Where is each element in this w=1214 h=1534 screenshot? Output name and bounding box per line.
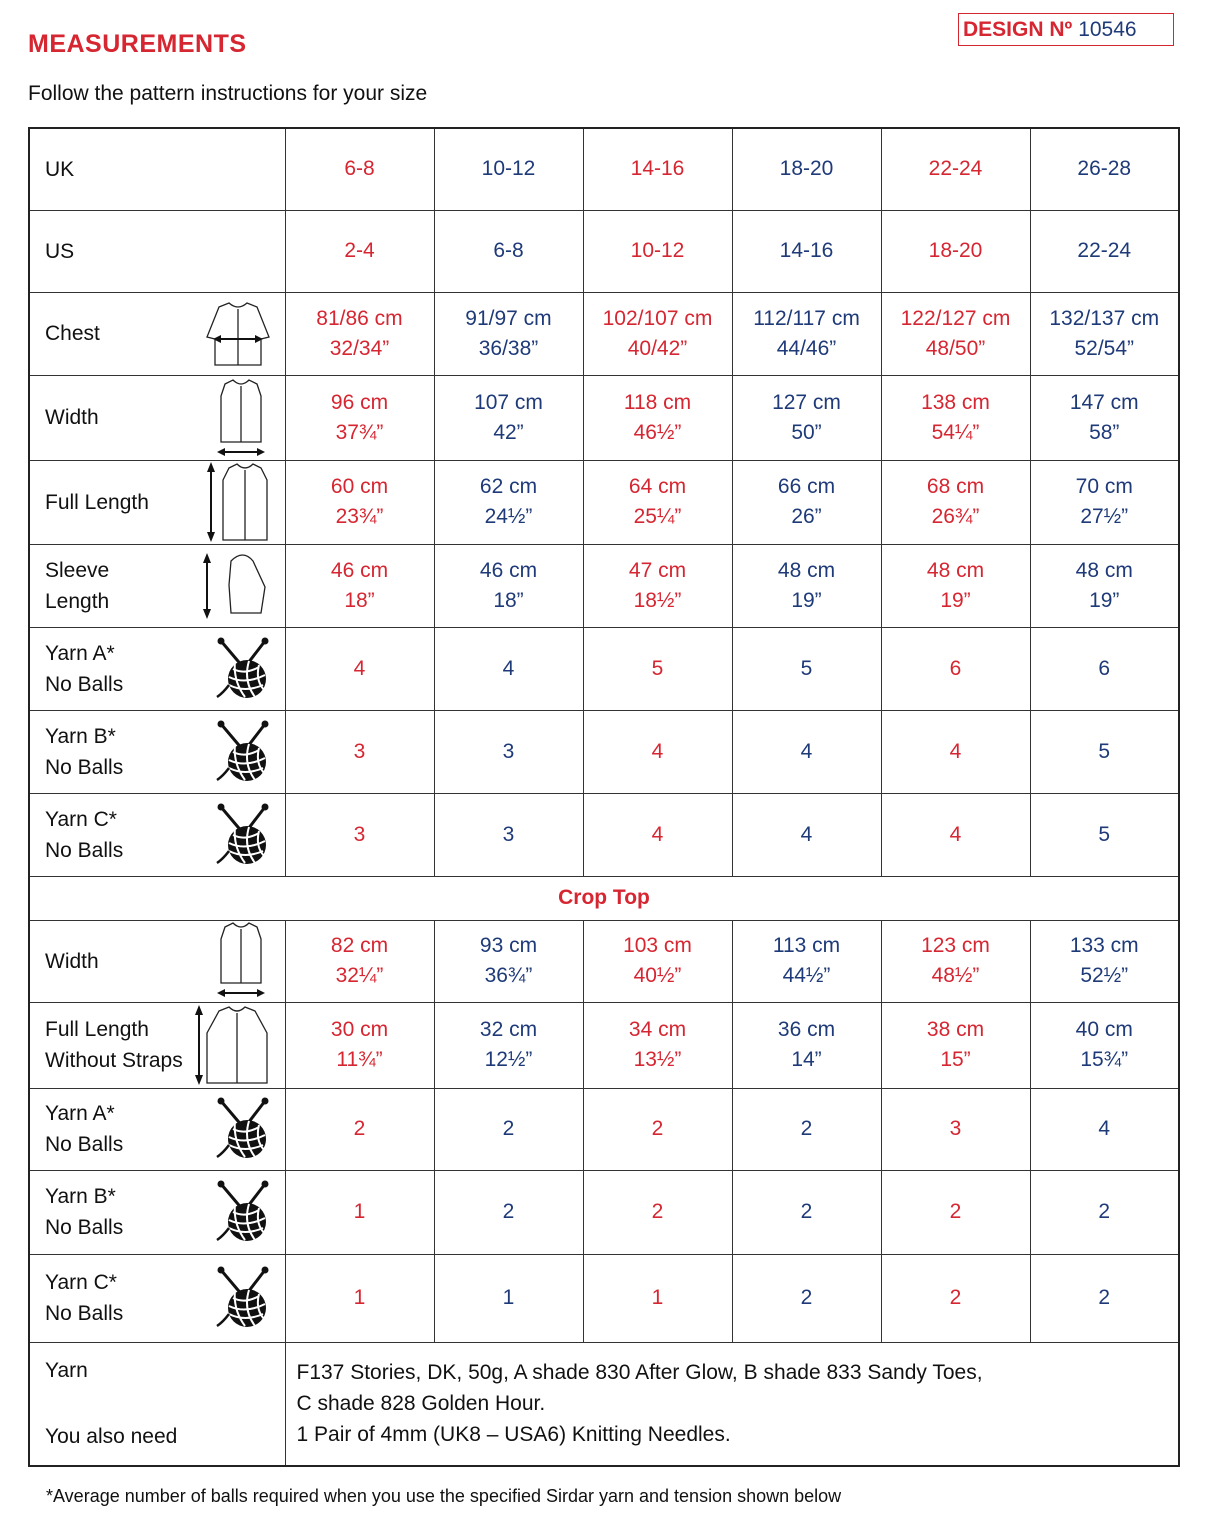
value-text: 12½” bbox=[484, 1048, 533, 1071]
value-text: 19” bbox=[940, 588, 971, 612]
value-text: 36¾” bbox=[484, 964, 533, 987]
yarn-ball-icon bbox=[215, 1180, 271, 1244]
size-value-cell bbox=[434, 1088, 583, 1170]
row-label-text: No Balls bbox=[45, 838, 124, 862]
value-text: 5 bbox=[1098, 822, 1111, 846]
yarn-label: Yarn bbox=[45, 1359, 88, 1383]
value-text: 5 bbox=[800, 656, 813, 680]
value-text: 118 cm bbox=[623, 390, 692, 414]
value-text: 91/97 cm bbox=[465, 306, 552, 330]
size-header-cell: 14-16 bbox=[732, 210, 881, 292]
row-label bbox=[29, 1254, 285, 1342]
value-text: 40 cm bbox=[1075, 1018, 1133, 1041]
size-value-cell bbox=[285, 460, 434, 544]
value-text: 62 cm bbox=[479, 475, 538, 498]
value-text: 18½” bbox=[633, 588, 682, 612]
row-label-text: No Balls bbox=[45, 1133, 124, 1156]
value-text: 4 bbox=[949, 822, 962, 846]
value-text: 112/117 cm bbox=[753, 306, 860, 330]
size-value-cell bbox=[1030, 375, 1179, 460]
yarn-ball-icon bbox=[215, 637, 271, 701]
size-value-cell bbox=[583, 1002, 732, 1088]
size-value-cell bbox=[732, 292, 881, 375]
row-label bbox=[29, 460, 285, 544]
value-text: 4 bbox=[800, 822, 813, 846]
size-value-cell bbox=[881, 292, 1030, 375]
value-text: 2 bbox=[1098, 1286, 1111, 1309]
value-text: 40½” bbox=[633, 964, 682, 987]
value-text: 2 bbox=[1098, 1200, 1111, 1223]
value-text: 4 bbox=[353, 656, 366, 680]
value-text: 68 cm bbox=[926, 475, 985, 498]
value-text: 32/34” bbox=[329, 336, 390, 360]
crop-length-icon bbox=[193, 1003, 271, 1087]
size-value-cell bbox=[434, 793, 583, 876]
value-text: 26” bbox=[791, 505, 822, 528]
value-text: 4 bbox=[502, 656, 515, 680]
size-header-cell: 14-16 bbox=[583, 128, 732, 210]
size-value-cell bbox=[881, 1170, 1030, 1254]
needles-line: 1 Pair of 4mm (UK8 – USA6) Knitting Needles. bbox=[296, 1423, 731, 1447]
subtitle: Follow the pattern instructions for your size bbox=[28, 82, 428, 105]
size-value-cell bbox=[583, 1088, 732, 1170]
us-size-row bbox=[29, 210, 1179, 292]
value-text: 3 bbox=[353, 739, 366, 763]
value-text: 48/50” bbox=[925, 336, 986, 360]
yarn-ball-icon bbox=[215, 720, 271, 784]
size-value-cell bbox=[1030, 1088, 1179, 1170]
value-text: 2 bbox=[800, 1200, 813, 1223]
value-text: 42” bbox=[493, 420, 524, 444]
value-text: 48 cm bbox=[926, 558, 985, 582]
value-text: 46 cm bbox=[330, 558, 389, 582]
size-value-cell bbox=[732, 1254, 881, 1342]
value-text: 113 cm bbox=[772, 934, 841, 957]
value-text: 58” bbox=[1089, 420, 1120, 444]
sleeve-length-icon bbox=[201, 551, 271, 621]
row-label-text: Width bbox=[45, 949, 99, 973]
yarn-info-labels bbox=[29, 1342, 285, 1466]
size-value-cell bbox=[434, 1002, 583, 1088]
value-text: 37¾” bbox=[335, 420, 384, 444]
value-text: 122/127 cm bbox=[900, 306, 1011, 330]
value-text: 13½” bbox=[633, 1048, 682, 1071]
uk-size-row bbox=[29, 128, 1179, 210]
size-value-cell bbox=[583, 920, 732, 1002]
value-text: 138 cm bbox=[921, 390, 990, 414]
value-text: 2 bbox=[800, 1117, 813, 1140]
size-value-cell bbox=[583, 627, 732, 710]
value-text: 102/107 cm bbox=[602, 306, 713, 330]
row-label-text: Length bbox=[45, 589, 110, 613]
value-text: 47 cm bbox=[628, 558, 687, 582]
value-text: 26¾” bbox=[931, 505, 980, 528]
size-value-cell bbox=[1030, 793, 1179, 876]
size-value-cell bbox=[583, 1170, 732, 1254]
row-label-text: Chest bbox=[45, 322, 100, 345]
size-value-cell bbox=[285, 544, 434, 627]
value-text: 66 cm bbox=[777, 475, 836, 498]
size-value-cell bbox=[732, 920, 881, 1002]
size-value-cell bbox=[881, 920, 1030, 1002]
size-header-cell: 22-24 bbox=[1030, 210, 1179, 292]
measurement-row bbox=[29, 292, 1179, 375]
value-text: 107 cm bbox=[474, 390, 543, 414]
size-value-cell bbox=[434, 1170, 583, 1254]
size-value-cell bbox=[434, 920, 583, 1002]
row-label-text: No Balls bbox=[45, 755, 124, 779]
row-label-text: No Balls bbox=[45, 672, 124, 696]
size-value-cell bbox=[881, 1002, 1030, 1088]
value-text: 11¾” bbox=[336, 1048, 383, 1071]
row-label bbox=[29, 1088, 285, 1170]
size-value-cell bbox=[881, 710, 1030, 793]
value-text: 5 bbox=[1098, 739, 1111, 763]
value-text: 44½” bbox=[782, 964, 831, 987]
also-need-label: You also need bbox=[45, 1425, 178, 1449]
size-value-cell bbox=[732, 793, 881, 876]
value-text: 25¼” bbox=[633, 505, 682, 528]
size-value-cell bbox=[881, 627, 1030, 710]
value-text: 3 bbox=[949, 1117, 962, 1140]
value-text: 2 bbox=[949, 1200, 962, 1223]
size-value-cell bbox=[732, 1002, 881, 1088]
row-label-text: Without Straps bbox=[45, 1049, 183, 1072]
crop-measurement-row bbox=[29, 1254, 1179, 1342]
size-value-cell bbox=[285, 1254, 434, 1342]
value-text: 36/38” bbox=[478, 336, 539, 360]
row-label bbox=[29, 627, 285, 710]
size-value-cell bbox=[583, 460, 732, 544]
value-text: 123 cm bbox=[921, 934, 990, 957]
value-text: 32 cm bbox=[479, 1018, 538, 1041]
value-text: 60 cm bbox=[330, 475, 389, 498]
size-value-cell bbox=[285, 1170, 434, 1254]
size-value-cell bbox=[881, 460, 1030, 544]
body-width-icon bbox=[211, 378, 271, 458]
value-text: 4 bbox=[651, 822, 664, 846]
size-value-cell bbox=[881, 1254, 1030, 1342]
value-text: 1 bbox=[353, 1286, 366, 1309]
row-label-text: No Balls bbox=[45, 1216, 124, 1239]
row-label-text: Full Length bbox=[45, 1018, 149, 1041]
value-text: 52½” bbox=[1080, 964, 1129, 987]
size-value-cell bbox=[583, 1254, 732, 1342]
value-text: 27½” bbox=[1080, 505, 1129, 528]
size-header-cell: 22-24 bbox=[881, 128, 1030, 210]
row-label bbox=[29, 544, 285, 627]
size-value-cell bbox=[285, 627, 434, 710]
value-text: 127 cm bbox=[772, 390, 841, 414]
value-text: 48 cm bbox=[777, 558, 836, 582]
crop-measurement-row bbox=[29, 920, 1179, 1002]
size-value-cell bbox=[285, 375, 434, 460]
measurement-row bbox=[29, 544, 1179, 627]
size-header-cell: 2-4 bbox=[285, 210, 434, 292]
size-value-cell bbox=[732, 1088, 881, 1170]
size-value-cell bbox=[434, 292, 583, 375]
value-text: 147 cm bbox=[1069, 390, 1139, 414]
value-text: 4 bbox=[800, 739, 813, 763]
size-value-cell bbox=[732, 710, 881, 793]
value-text: 32¼” bbox=[335, 964, 384, 987]
size-value-cell bbox=[732, 1170, 881, 1254]
size-value-cell bbox=[434, 1254, 583, 1342]
yarn-details-line: F137 Stories, DK, 50g, A shade 830 After Glow, B shade 833 Sandy Toes, bbox=[296, 1361, 983, 1385]
value-text: 81/86 cm bbox=[316, 306, 403, 330]
size-value-cell bbox=[285, 793, 434, 876]
size-header-cell: 18-20 bbox=[881, 210, 1030, 292]
size-value-cell bbox=[285, 1002, 434, 1088]
size-value-cell bbox=[583, 544, 732, 627]
value-text: 1 bbox=[651, 1286, 664, 1309]
size-header-cell: 10-12 bbox=[583, 210, 732, 292]
measurement-row bbox=[29, 710, 1179, 793]
size-value-cell bbox=[1030, 1254, 1179, 1342]
value-text: 18” bbox=[344, 588, 375, 612]
value-text: 24½” bbox=[484, 505, 533, 528]
value-text: 4 bbox=[1098, 1117, 1111, 1140]
value-text: 6 bbox=[949, 656, 962, 680]
size-value-cell bbox=[1030, 544, 1179, 627]
yarn-details-line: C shade 828 Golden Hour. bbox=[296, 1392, 546, 1416]
value-text: 34 cm bbox=[628, 1018, 687, 1041]
size-value-cell bbox=[285, 292, 434, 375]
row-label bbox=[29, 375, 285, 460]
value-text: 38 cm bbox=[926, 1018, 985, 1041]
size-header-cell: 26-28 bbox=[1030, 128, 1179, 210]
size-value-cell bbox=[1030, 1170, 1179, 1254]
value-text: 4 bbox=[949, 739, 962, 763]
value-text: 44/46” bbox=[776, 336, 837, 360]
value-text: 36 cm bbox=[777, 1018, 836, 1041]
value-text: 5 bbox=[651, 656, 664, 680]
value-text: 2 bbox=[502, 1117, 515, 1140]
row-label-text: Yarn C* bbox=[45, 807, 117, 831]
row-label: US bbox=[29, 210, 285, 292]
size-value-cell bbox=[1030, 627, 1179, 710]
crop-measurement-row bbox=[29, 1088, 1179, 1170]
row-label-text: Yarn B* bbox=[45, 1185, 116, 1208]
value-text: 30 cm bbox=[330, 1018, 389, 1041]
size-value-cell bbox=[732, 375, 881, 460]
value-text: 4 bbox=[651, 739, 664, 763]
value-text: 2 bbox=[651, 1200, 664, 1223]
value-text: 19” bbox=[1089, 588, 1120, 612]
value-text: 96 cm bbox=[330, 390, 389, 414]
value-text: 1 bbox=[353, 1200, 366, 1223]
crop-measurement-row bbox=[29, 1170, 1179, 1254]
yarn-ball-icon bbox=[215, 803, 271, 867]
value-text: 132/137 cm bbox=[1049, 306, 1160, 330]
yarn-ball-icon bbox=[215, 1097, 271, 1161]
row-label bbox=[29, 1170, 285, 1254]
measurement-row bbox=[29, 793, 1179, 876]
crop-top-section-row bbox=[29, 876, 1179, 920]
row-label-text: Yarn C* bbox=[45, 1271, 117, 1294]
value-text: 3 bbox=[502, 822, 515, 846]
size-value-cell bbox=[881, 1088, 1030, 1170]
page-title: MEASUREMENTS bbox=[28, 30, 247, 58]
value-text: 48 cm bbox=[1075, 558, 1133, 582]
value-text: 64 cm bbox=[628, 475, 687, 498]
row-label: UK bbox=[29, 128, 285, 210]
size-value-cell bbox=[285, 920, 434, 1002]
measurements-table bbox=[28, 127, 1180, 1467]
size-value-cell bbox=[434, 375, 583, 460]
row-label-text: Yarn A* bbox=[45, 1102, 115, 1125]
size-value-cell bbox=[434, 627, 583, 710]
value-text: 93 cm bbox=[479, 934, 538, 957]
yarn-ball-icon bbox=[215, 1266, 271, 1330]
design-number: 10546 bbox=[1078, 18, 1137, 41]
size-value-cell bbox=[732, 460, 881, 544]
value-text: 2 bbox=[949, 1286, 962, 1309]
value-text: 3 bbox=[353, 822, 366, 846]
size-header-cell: 6-8 bbox=[434, 210, 583, 292]
size-value-cell bbox=[881, 544, 1030, 627]
measurement-row bbox=[29, 375, 1179, 460]
value-text: 2 bbox=[800, 1286, 813, 1309]
value-text: 133 cm bbox=[1069, 934, 1139, 957]
value-text: 40/42” bbox=[627, 336, 688, 360]
design-number-box bbox=[958, 13, 1174, 46]
row-label-text: Full Length bbox=[45, 490, 149, 514]
value-text: 70 cm bbox=[1075, 475, 1133, 498]
size-value-cell bbox=[434, 710, 583, 793]
value-text: 14” bbox=[791, 1048, 822, 1071]
size-header-cell: 6-8 bbox=[285, 128, 434, 210]
row-label bbox=[29, 710, 285, 793]
size-value-cell bbox=[1030, 920, 1179, 1002]
footnote: *Average number of balls required when you use the specified Sirdar yarn and tension shown below bbox=[46, 1486, 842, 1506]
value-text: 46½” bbox=[633, 420, 682, 444]
row-label bbox=[29, 1002, 285, 1088]
value-text: 103 cm bbox=[623, 934, 692, 957]
size-value-cell bbox=[285, 710, 434, 793]
size-header-cell: 10-12 bbox=[434, 128, 583, 210]
crop-top-heading: Crop Top bbox=[29, 876, 1179, 920]
value-text: 2 bbox=[353, 1117, 366, 1140]
value-text: 19” bbox=[791, 588, 822, 612]
yarn-info-details bbox=[285, 1342, 1179, 1466]
value-text: 1 bbox=[502, 1286, 515, 1309]
value-text: 6 bbox=[1098, 656, 1111, 680]
size-value-cell bbox=[1030, 1002, 1179, 1088]
size-value-cell bbox=[583, 793, 732, 876]
row-label bbox=[29, 292, 285, 375]
value-text: 48½” bbox=[931, 964, 980, 987]
row-label-text: Width bbox=[45, 406, 99, 429]
size-value-cell bbox=[881, 793, 1030, 876]
row-label-text: Yarn A* bbox=[45, 641, 115, 665]
value-text: 15¾” bbox=[1080, 1048, 1129, 1071]
crop-measurement-row bbox=[29, 1002, 1179, 1088]
size-value-cell bbox=[583, 292, 732, 375]
value-text: 46 cm bbox=[479, 558, 538, 582]
size-value-cell bbox=[1030, 292, 1179, 375]
size-value-cell bbox=[583, 375, 732, 460]
measurement-row bbox=[29, 460, 1179, 544]
row-label-text: Yarn B* bbox=[45, 724, 116, 748]
size-value-cell bbox=[1030, 710, 1179, 793]
size-header-cell: 18-20 bbox=[732, 128, 881, 210]
value-text: 50” bbox=[791, 420, 822, 444]
design-label: DESIGN Nº bbox=[963, 18, 1073, 41]
row-label-text: Sleeve bbox=[45, 558, 110, 582]
value-text: 82 cm bbox=[330, 934, 389, 957]
value-text: 23¾” bbox=[335, 505, 384, 528]
size-value-cell bbox=[285, 1088, 434, 1170]
value-text: 54¼” bbox=[931, 420, 980, 444]
size-value-cell bbox=[583, 710, 732, 793]
size-value-cell bbox=[732, 544, 881, 627]
value-text: 18” bbox=[493, 588, 524, 612]
value-text: 2 bbox=[651, 1117, 664, 1140]
value-text: 3 bbox=[502, 739, 515, 763]
size-value-cell bbox=[434, 460, 583, 544]
size-value-cell bbox=[434, 544, 583, 627]
row-label bbox=[29, 920, 285, 1002]
value-text: 52/54” bbox=[1074, 336, 1135, 360]
measurement-row bbox=[29, 627, 1179, 710]
row-label-text: No Balls bbox=[45, 1302, 124, 1325]
chest-width-icon bbox=[205, 299, 271, 369]
size-value-cell bbox=[1030, 460, 1179, 544]
crop-width-icon bbox=[211, 921, 271, 1001]
size-value-cell bbox=[881, 375, 1030, 460]
full-length-icon bbox=[205, 460, 271, 544]
row-label bbox=[29, 793, 285, 876]
size-value-cell bbox=[732, 627, 881, 710]
yarn-info-row bbox=[29, 1342, 1179, 1466]
value-text: 2 bbox=[502, 1200, 515, 1223]
value-text: 15” bbox=[940, 1048, 971, 1071]
